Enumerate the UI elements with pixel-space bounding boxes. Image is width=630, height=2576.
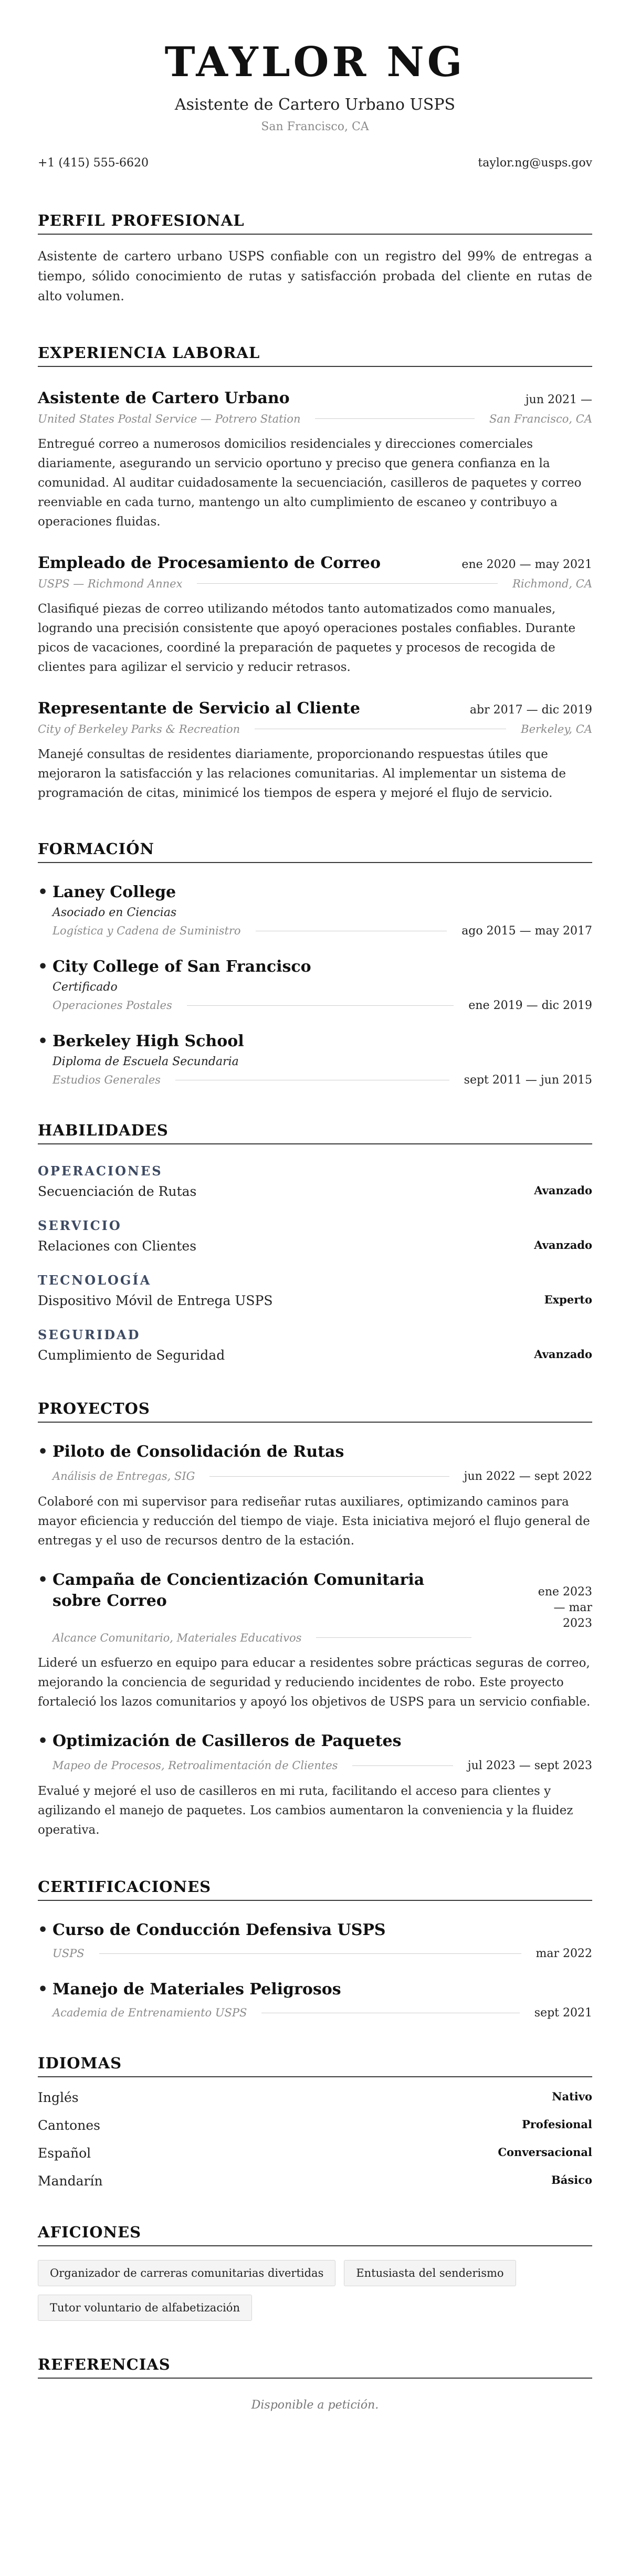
job-date: jun 2021 —	[525, 393, 592, 406]
divider-line	[316, 1637, 471, 1638]
resume-header	[38, 0, 592, 170]
school-name: City College of San Francisco	[52, 957, 311, 976]
job-title: Asistente de Cartero Urbano	[38, 388, 290, 407]
candidate-location: San Francisco, CA	[261, 120, 369, 133]
certification-title: Manejo de Materiales Peligrosos	[52, 1980, 341, 1999]
project-date	[529, 1584, 592, 1632]
language-name: Inglés	[38, 2089, 79, 2105]
job-org: USPS — Richmond Annex	[38, 577, 183, 590]
project-date: jul 2023 — sept 2023	[467, 1759, 592, 1772]
section-heading: FORMACIÓN	[38, 840, 592, 863]
divider-line	[99, 1953, 521, 1954]
divider-line	[315, 418, 475, 419]
project-title	[52, 1570, 424, 1612]
projects-section	[38, 1400, 592, 1840]
skill-category: OPERACIONES	[38, 1163, 163, 1179]
job-description: Manejé consultas de residentes diariamente, proporcionando respuestas útiles que mejoraron la satisfacción y las relaciones comunitarias. Al implementar un sistema de programación de citas, minimicé los tiempos de espera y mejoré el flujo de servicio.	[38, 747, 566, 800]
skill-category: TECNOLOGÍA	[38, 1272, 152, 1288]
language-row	[38, 2146, 592, 2161]
education-date: ago 2015 — may 2017	[461, 924, 592, 938]
certification-date: mar 2022	[536, 1947, 592, 1960]
skill-group	[38, 1163, 592, 1199]
bullet-icon: •	[38, 1570, 48, 1589]
section-heading: EXPERIENCIA LABORAL	[38, 344, 592, 367]
education-entry	[38, 882, 592, 938]
degree: Asociado en Ciencias	[52, 906, 177, 919]
project-title-line: sobre Correo	[52, 1591, 167, 1610]
hobby-tag: Entusiasta del senderismo	[344, 2260, 516, 2286]
job-location: Richmond, CA	[512, 577, 592, 590]
project-title: Optimización de Casilleros de Paquetes	[52, 1731, 402, 1750]
job-org: City of Berkeley Parks & Recreation	[38, 722, 240, 735]
section-heading: AFICIONES	[38, 2223, 592, 2246]
field-of-study: Logística y Cadena de Suministro	[52, 924, 241, 938]
project-description: Colaboré con mi supervisor para rediseñar rutas auxiliares, optimizando caminos para mayor eficiencia y reducción del tiempo de viaje. Esta iniciativa mejoró el flujo general de entregas y el uso de recursos dentro de la estación.	[38, 1495, 590, 1548]
project-description: Lideré un esfuerzo en equipo para educar a residentes sobre prácticas seguras de correo, mejorando la conciencia de seguridad y reduciendo incidentes de robo. Este proyecto fortaleció los lazos comunitarios y apoyó los objetivos de USPS para un servicio confiable.	[38, 1656, 591, 1709]
profile-text: Asistente de cartero urbano USPS confiable con un registro del 99% de entregas a tiempo, sólido conocimiento de rutas y satisfacción probada del cliente en rutas de alto volumen.	[38, 248, 592, 303]
divider-line	[197, 583, 498, 584]
hobby-list	[38, 2260, 592, 2321]
degree: Diploma de Escuela Secundaria	[52, 1055, 239, 1068]
bullet-icon: •	[38, 1032, 48, 1050]
project-date: jun 2022 — sept 2022	[464, 1469, 592, 1483]
job-description: Clasifiqué piezas de correo utilizando métodos tanto automatizados como manuales, logrando una precisión consistente que apoyó operaciones postales confiables. Durante picos de vacaciones, coordiné la preparación de paquetes y procesos de recogida de clientes para agilizar el servicio y reducir retrasos.	[38, 602, 576, 674]
language-name: Mandarín	[38, 2173, 103, 2189]
contact-row	[38, 156, 592, 170]
job-location: San Francisco, CA	[489, 412, 592, 425]
field-of-study: Operaciones Postales	[52, 999, 172, 1012]
education-date: sept 2011 — jun 2015	[464, 1073, 592, 1087]
bullet-icon: •	[38, 1442, 48, 1461]
project-tags: Análisis de Entregas, SIG	[52, 1470, 195, 1483]
language-name: Español	[38, 2145, 91, 2161]
language-row	[38, 2173, 592, 2189]
project-tags: Alcance Comunitario, Materiales Educativos	[52, 1631, 302, 1644]
education-entry	[38, 1031, 592, 1087]
hobby-tag: Tutor voluntario de alfabetización	[38, 2295, 252, 2321]
skill-name: Secuenciación de Rutas	[38, 1183, 197, 1199]
certification-issuer: USPS	[52, 1947, 85, 1960]
skill-level: Avanzado	[534, 1347, 592, 1361]
job-date: ene 2020 — may 2021	[461, 558, 592, 571]
phone: +1 (415) 555-6620	[38, 156, 149, 170]
bullet-icon: •	[38, 1731, 48, 1750]
project-date-line: 2023	[563, 1616, 592, 1630]
language-name: Cantones	[38, 2117, 100, 2133]
field-of-study: Estudios Generales	[52, 1074, 161, 1087]
experience-entry	[38, 389, 592, 532]
section-heading: CERTIFICACIONES	[38, 1878, 592, 1901]
school-name: Laney College	[52, 882, 176, 901]
skill-group	[38, 1327, 592, 1363]
skill-level: Avanzado	[534, 1183, 592, 1197]
job-location: Berkeley, CA	[521, 722, 592, 735]
hobby-tag: Organizador de carreras comunitarias divertidas	[38, 2260, 335, 2286]
section-heading: REFERENCIAS	[38, 2356, 592, 2379]
education-entry	[38, 956, 592, 1012]
school-name: Berkeley High School	[52, 1032, 244, 1050]
bullet-icon: •	[38, 957, 48, 976]
project-entry	[38, 1442, 592, 1551]
certification-date: sept 2021	[534, 2006, 592, 2020]
section-heading: IDIOMAS	[38, 2054, 592, 2077]
language-level: Básico	[551, 2173, 592, 2186]
certification-issuer: Academia de Entrenamiento USPS	[52, 2006, 247, 2020]
skills-section	[38, 1121, 592, 1363]
divider-line	[187, 1005, 454, 1006]
divider-line	[352, 1765, 453, 1766]
skill-category: SERVICIO	[38, 1217, 122, 1233]
language-level: Profesional	[522, 2117, 592, 2131]
education-date: ene 2019 — dic 2019	[468, 998, 592, 1012]
skill-level: Experto	[544, 1292, 592, 1306]
project-title-line: Campaña de Concientización Comunitaria	[52, 1570, 425, 1589]
skill-level: Avanzado	[534, 1238, 592, 1252]
experience-entry	[38, 699, 592, 803]
references-text: Disponible a petición.	[251, 2398, 379, 2412]
certification-entry	[38, 1920, 592, 1960]
bullet-icon: •	[38, 1920, 48, 1939]
skill-name: Dispositivo Móvil de Entrega USPS	[38, 1292, 273, 1308]
experience-entry	[38, 554, 592, 677]
project-date-line: ene 2023 — mar	[538, 1585, 592, 1614]
section-heading: PERFIL PROFESIONAL	[38, 212, 592, 235]
candidate-name: TAYLOR NG	[164, 38, 466, 86]
experience-section	[38, 344, 592, 803]
profile-section	[38, 212, 592, 306]
skill-group	[38, 1218, 592, 1254]
candidate-title: Asistente de Cartero Urbano USPS	[174, 95, 456, 114]
project-description: Evalué y mejoré el uso de casilleros en mi ruta, facilitando el acceso para clientes y agilizando el manejo de paquetes. Los cambios aumentaron la conveniencia y la fluidez operativa.	[38, 1784, 573, 1837]
job-title: Representante de Servicio al Cliente	[38, 699, 360, 718]
degree: Certificado	[52, 980, 118, 994]
bullet-icon: •	[38, 882, 48, 901]
section-heading: HABILIDADES	[38, 1121, 592, 1144]
project-entry	[38, 1731, 592, 1840]
project-tags: Mapeo de Procesos, Retroalimentación de Clientes	[52, 1759, 338, 1772]
references-section	[38, 2356, 592, 2412]
certification-entry	[38, 1979, 592, 2020]
skill-group	[38, 1273, 592, 1308]
job-org: United States Postal Service — Potrero Station	[38, 412, 301, 425]
bullet-icon: •	[38, 1980, 48, 1999]
language-row	[38, 2090, 592, 2105]
project-entry	[38, 1570, 592, 1712]
job-description: Entregué correo a numerosos domicilios residenciales y direcciones comerciales diariamente, asegurando un servicio oportuno y preciso que genera confianza en la comunidad. Al auditar cuidadosamente la secuenciación, casilleros de paquetes y correo reenviable en cada turno, mantengo un alto cumplimiento de escaneo y contribuyo a operaciones fluidas.	[38, 437, 582, 529]
education-section	[38, 840, 592, 1087]
skill-name: Cumplimiento de Seguridad	[38, 1347, 225, 1363]
email[interactable]: taylor.ng@usps.gov	[478, 156, 592, 170]
section-heading: PROYECTOS	[38, 1400, 592, 1423]
hobbies-section	[38, 2223, 592, 2321]
divider-line	[209, 1476, 449, 1477]
language-level: Nativo	[552, 2089, 592, 2103]
skill-category: SEGURIDAD	[38, 1327, 141, 1342]
project-title: Piloto de Consolidación de Rutas	[52, 1442, 344, 1461]
job-title: Empleado de Procesamiento de Correo	[38, 553, 381, 572]
languages-section	[38, 2054, 592, 2189]
certifications-section	[38, 1878, 592, 2020]
language-row	[38, 2118, 592, 2133]
certification-title: Curso de Conducción Defensiva USPS	[52, 1920, 386, 1939]
job-date: abr 2017 — dic 2019	[469, 703, 592, 717]
language-level: Conversacional	[498, 2145, 592, 2159]
skill-name: Relaciones con Clientes	[38, 1238, 197, 1254]
